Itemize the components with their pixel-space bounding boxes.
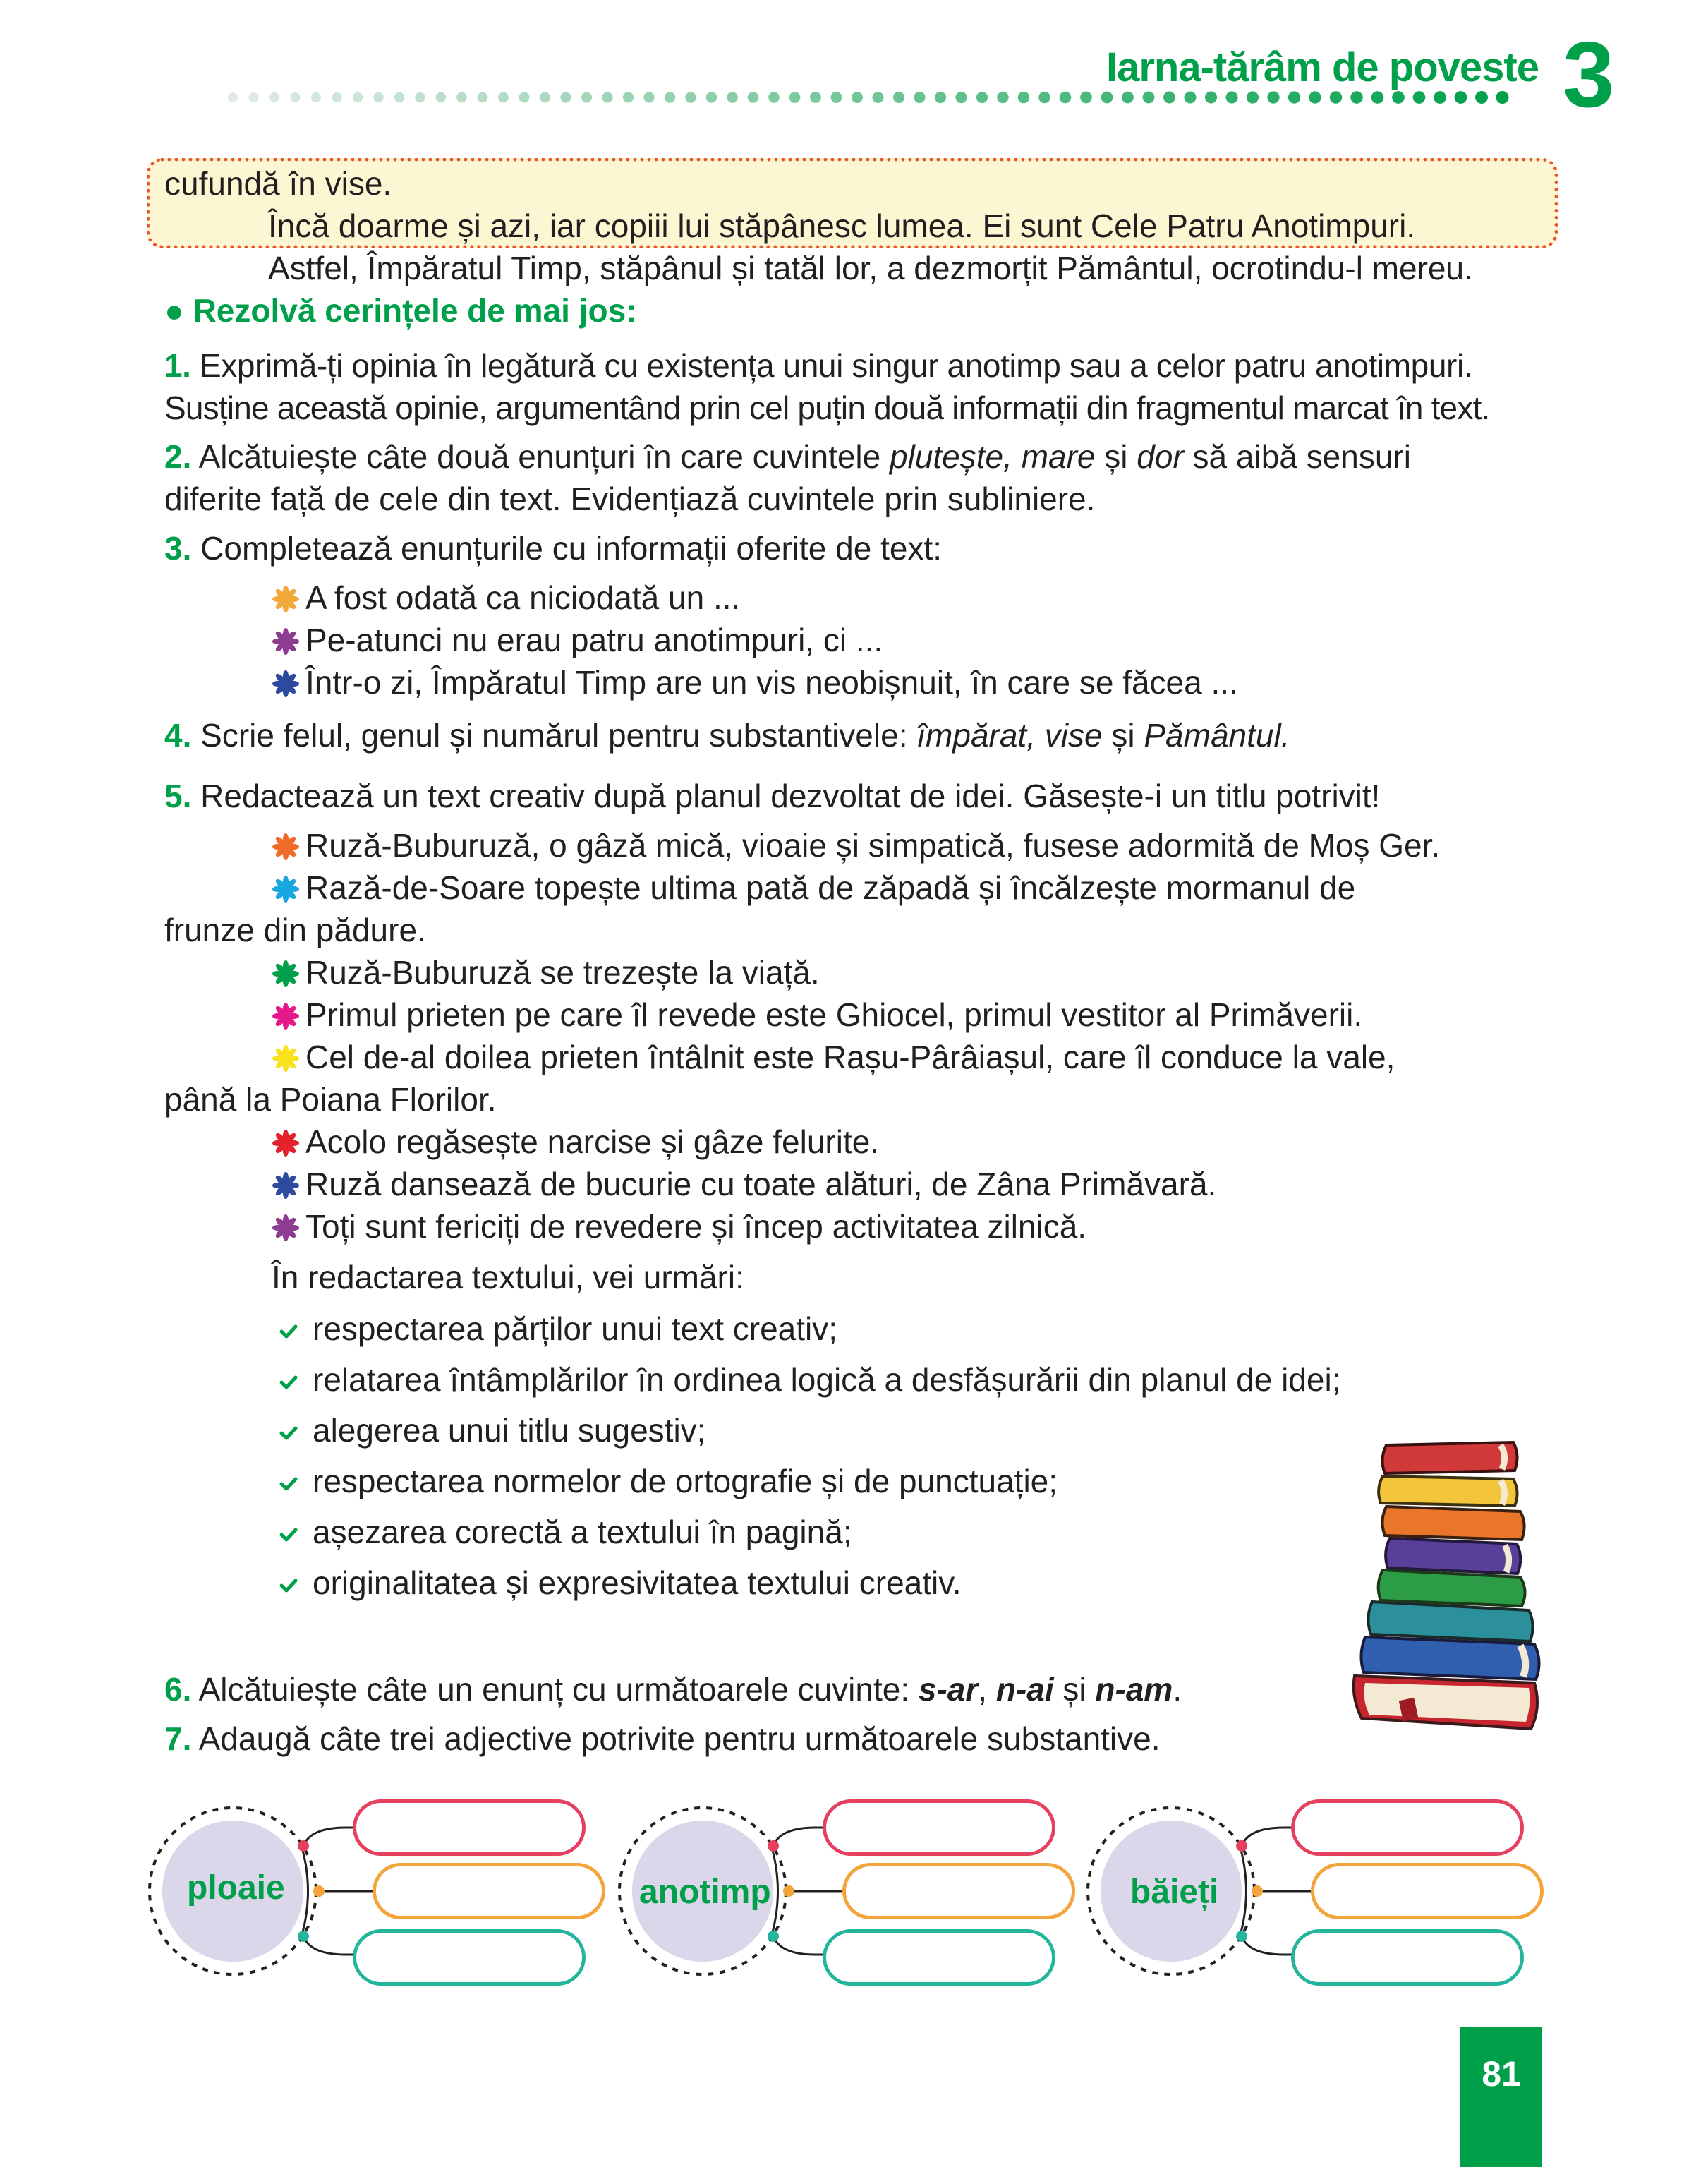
- plan-text: Toți sunt fericiți de revedere și încep activitatea zilnică.: [305, 1208, 1087, 1245]
- plan-item: [272, 1163, 1216, 1205]
- completion-item: [272, 619, 883, 661]
- plan-continuation: frunze din pădure.: [164, 912, 426, 948]
- criteria-text: relatarea întâmplărilor în ordinea logică a desfășurării din planul de idei;: [313, 1361, 1341, 1398]
- task-number: 3.: [164, 530, 192, 567]
- keyword: Pământul.: [1144, 717, 1290, 754]
- header-dotted-rule: [226, 90, 1531, 104]
- task-text: Exprimă-ți opinia în legătură cu existența unui singur anotimp sau a celor patru anotimpuri.: [199, 347, 1473, 384]
- plan-item: [272, 994, 1362, 1036]
- adjective-answer-box[interactable]: [1291, 1799, 1524, 1856]
- task-number: 1.: [164, 347, 191, 384]
- adjective-diagram: [618, 1778, 1098, 2004]
- plan-item: [272, 951, 820, 994]
- task-text: Redactează un text creativ după planul dezvoltat de idei. Găsește-i un titlu potrivit!: [200, 778, 1381, 814]
- adjective-answer-box[interactable]: [842, 1863, 1075, 1919]
- criteria-text: respectarea normelor de ortografie și de punctuație;: [313, 1463, 1058, 1499]
- adjective-answer-box[interactable]: [353, 1929, 586, 1986]
- plan-text: Primul prieten pe care îl revede este Ghiocel, primul vestitor al Primăverii.: [305, 996, 1363, 1033]
- task-6: [164, 1668, 1182, 1710]
- keyword: n-ai: [995, 1671, 1054, 1708]
- task-text: și: [1095, 438, 1137, 475]
- plan-text: Cel de-al doilea prieten întâlnit este Rașu-Pârâiașul, care îl conduce la vale,: [305, 1039, 1395, 1075]
- task-number: 5.: [164, 778, 192, 814]
- task-text: Adaugă câte trei adjective potrivite pentru următoarele substantive.: [198, 1720, 1161, 1757]
- asterisk-bullet-icon: [272, 1167, 300, 1195]
- keyword: dor: [1137, 438, 1184, 475]
- adjective-diagram: [1086, 1778, 1566, 2004]
- asterisk-bullet-icon: [272, 1125, 300, 1153]
- checkmark-icon: [279, 1360, 298, 1380]
- task-3: [164, 527, 942, 569]
- asterisk-bullet-icon: [272, 828, 300, 857]
- task-7: [164, 1718, 1161, 1760]
- task-number: 6.: [164, 1671, 192, 1708]
- noun-label: ploaie: [187, 1869, 285, 1907]
- task-2: [164, 435, 1411, 478]
- keyword: plutește, mare: [890, 438, 1096, 475]
- checkmark-icon: [279, 1411, 298, 1430]
- completion-item: [272, 577, 740, 619]
- asterisk-bullet-icon: [272, 1040, 300, 1068]
- plan-text: Ruză dansează de bucurie cu toate alături, de Zâna Primăvară.: [305, 1166, 1217, 1202]
- criteria-item: [279, 1460, 1058, 1502]
- adjective-answer-box[interactable]: [823, 1799, 1055, 1856]
- plan-text: Rază-de-Soare topește ultima pată de zăpadă și încălzește mormanul de: [305, 869, 1356, 906]
- passage-line: Încă doarme și azi, iar copiii lui stăpânesc lumea. Ei sunt Cele Patru Anotimpuri.: [268, 207, 1416, 244]
- task-text: Alcătuiește câte două enunțuri în care cuvintele: [198, 438, 890, 475]
- criteria-item: [279, 1308, 837, 1350]
- asterisk-bullet-icon: [272, 665, 300, 694]
- task-1: [164, 344, 1472, 387]
- task-number: 2.: [164, 438, 192, 475]
- adjective-diagram: [148, 1778, 628, 2004]
- adjective-answer-box[interactable]: [823, 1929, 1055, 1986]
- task-2-line-2: diferite față de cele din text. Evidențiază cuvintele prin subliniere.: [164, 481, 1096, 517]
- task-5: [164, 775, 1380, 817]
- task-number: 4.: [164, 717, 192, 754]
- keyword: n-am: [1095, 1671, 1173, 1708]
- plan-item: [272, 867, 1355, 909]
- keyword: s-ar: [918, 1671, 979, 1708]
- checkmark-icon: [279, 1563, 298, 1583]
- task-4: [164, 714, 1290, 756]
- page-number-tab: [1460, 2027, 1542, 2167]
- plan-item: [272, 1205, 1086, 1248]
- criteria-text: așezarea corectă a textului în pagină;: [313, 1514, 852, 1550]
- noun-label: anotimp: [639, 1873, 771, 1911]
- asterisk-bullet-icon: [272, 955, 300, 984]
- plan-item: [272, 824, 1440, 867]
- criteria-text: originalitatea și expresivitatea textului creativ.: [313, 1564, 962, 1601]
- task-text: și: [1102, 717, 1144, 754]
- plan-text: Acolo regăsește narcise și gâze felurite.: [305, 1123, 880, 1160]
- task-text: să aibă sensuri: [1183, 438, 1411, 475]
- plan-text: Ruză-Buburuză se trezește la viață.: [305, 954, 820, 991]
- completion-text: Pe-atunci nu erau patru anotimpuri, ci ...: [305, 622, 883, 658]
- task-text: ,: [978, 1671, 996, 1708]
- criteria-text: respectarea părților unui text creativ;: [313, 1310, 838, 1347]
- adjective-answer-box[interactable]: [373, 1863, 605, 1919]
- task-1-line-2: Susține această opinie, argumentând prin cel puțin două informații din fragmentul marcat în text.: [164, 390, 1490, 426]
- task-text: Completează enunțurile cu informații oferite de text:: [200, 530, 943, 567]
- criteria-item: [279, 1562, 962, 1604]
- passage-line: cufundă în vise.: [164, 165, 392, 202]
- asterisk-bullet-icon: [272, 623, 300, 651]
- chapter-number: 3: [1563, 23, 1615, 126]
- chapter-title: Iarna-tărâm de poveste: [1106, 44, 1539, 90]
- section-heading: ● Rezolvă cerințele de mai jos:: [164, 292, 637, 329]
- checkmark-icon: [279, 1309, 298, 1329]
- adjective-answer-box[interactable]: [1291, 1929, 1524, 1986]
- plan-continuation: până la Poiana Florilor.: [164, 1081, 497, 1118]
- task-text: și: [1053, 1671, 1096, 1708]
- asterisk-bullet-icon: [272, 1209, 300, 1238]
- completion-text: A fost odată ca niciodată un ...: [305, 579, 741, 616]
- criteria-item: [279, 1358, 1341, 1401]
- task-number: 7.: [164, 1720, 192, 1757]
- completion-item: [272, 661, 1238, 704]
- criteria-item: [279, 1409, 705, 1451]
- adjective-answer-box[interactable]: [353, 1799, 586, 1856]
- plan-item: [272, 1036, 1395, 1078]
- plan-text: Ruză-Buburuză, o gâză mică, vioaie și simpatică, fusese adormită de Moș Ger.: [305, 827, 1441, 864]
- asterisk-bullet-icon: [272, 581, 300, 609]
- plan-item: [272, 1121, 879, 1163]
- passage-line: Astfel, Împăratul Timp, stăpânul și tatăl lor, a dezmorțit Pământul, ocrotindu-l mereu.: [268, 250, 1473, 286]
- criteria-intro: În redactarea textului, vei urmări:: [272, 1259, 744, 1296]
- noun-label: băieți: [1130, 1873, 1219, 1911]
- task-text: Scrie felul, genul și numărul pentru substantivele:: [200, 717, 917, 754]
- criteria-text: alegerea unui titlu sugestiv;: [313, 1412, 706, 1449]
- keyword: împărat, vise: [916, 717, 1103, 754]
- adjective-answer-box[interactable]: [1311, 1863, 1544, 1919]
- checkmark-icon: [279, 1461, 298, 1481]
- task-text: Alcătuiește câte un enunț cu următoarele cuvinte:: [198, 1671, 919, 1708]
- asterisk-bullet-icon: [272, 871, 300, 899]
- page-number: 81: [1482, 2054, 1521, 2094]
- books-stack-illustration: [1344, 1432, 1556, 1736]
- completion-text: Într-o zi, Împăratul Timp are un vis neobișnuit, în care se făcea ...: [305, 664, 1238, 701]
- criteria-item: [279, 1511, 852, 1553]
- asterisk-bullet-icon: [272, 998, 300, 1026]
- task-text: .: [1173, 1671, 1182, 1708]
- checkmark-icon: [279, 1512, 298, 1532]
